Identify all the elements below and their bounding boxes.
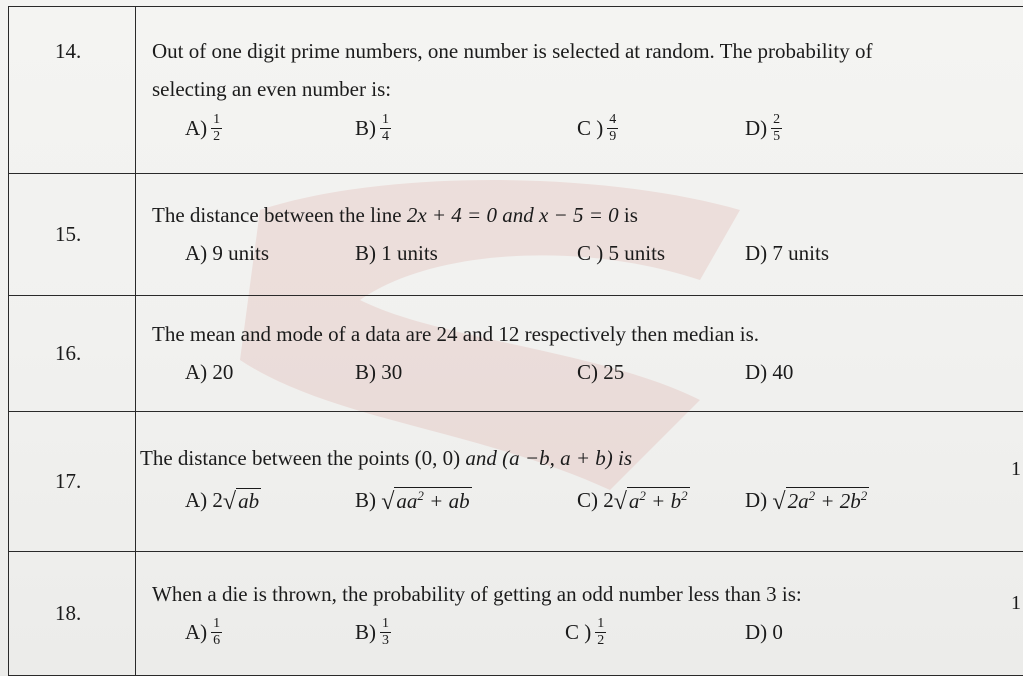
square-root: √ $aa^2$ + ab [381,487,471,514]
fraction: $\frac{4}{9}$ [607,113,618,144]
options-row [152,613,1023,653]
square-root: √ $2a^2 + 2b^2$ [772,487,869,514]
question-text: Out of one digit prime numbers, one number is selected at random. The probability of [152,32,1023,70]
question-row-14 [9,7,1023,174]
question-text: The distance between the points (0, 0) and (a −b, a + b) is [140,439,1023,477]
question-text-line2: selecting an even number is: [152,70,1023,108]
question-number: 17. [9,412,136,552]
option-c[interactable]: C ) 5 units [577,234,665,274]
option-c[interactable]: C ) $\frac{1}{2}$ [565,613,606,653]
option-d[interactable]: D) 0 [745,613,783,653]
question-text: The mean and mode of a data are 24 and 12 respectively then median is. [152,315,1023,353]
question-row-15 [9,174,1023,296]
questions-table [8,6,1023,676]
edge-mark: 1 [1011,592,1021,615]
square-root: √ ab [223,488,261,514]
question-number: 15. [9,174,136,296]
option-d[interactable]: D) √ $2a^2 + 2b^2$ [745,477,869,525]
question-body [136,552,1023,676]
question-text: When a die is thrown, the probability of getting an odd number less than 3 is: [152,575,1023,613]
edge-mark: 1 [1011,458,1021,481]
option-d[interactable]: D) 40 [745,353,793,393]
option-c[interactable]: C) 25 [577,353,624,393]
question-body [136,174,1023,296]
option-a[interactable]: A) 2 √ ab [185,477,261,525]
option-c[interactable]: C ) $\frac{4}{9}$ [577,108,618,148]
fraction: $\frac{1}{4}$ [380,113,391,144]
fraction: $\frac{1}{3}$ [380,617,391,648]
question-number: 14. [9,7,136,174]
option-a[interactable]: A) $\frac{1}{6}$ [185,613,222,653]
fraction: $\frac{1}{2}$ [211,113,222,144]
fraction: $\frac{1}{2}$ [595,617,606,648]
options-row [140,477,1023,525]
option-b[interactable]: B) 1 units [355,234,438,274]
option-b[interactable]: B) 30 [355,353,402,393]
question-row-18 [9,552,1023,676]
question-number: 18. [9,552,136,676]
options-row [152,234,1023,274]
question-body [136,296,1023,412]
options-row [152,108,1023,148]
options-row [152,353,1023,393]
question-number: 16. [9,296,136,412]
option-d[interactable]: D) 7 units [745,234,829,274]
question-row-16 [9,296,1023,412]
question-text: The distance between the line 2x + 4 = 0 and x − 5 = 0 is [152,196,1023,234]
option-b[interactable]: B) $\frac{1}{3}$ [355,613,391,653]
option-c[interactable]: C) 2 √ $a^2 + b^2$ [577,477,690,525]
option-a[interactable]: A) 9 units [185,234,269,274]
option-a[interactable]: A) 20 [185,353,233,393]
option-a[interactable]: A) $\frac{1}{2}$ [185,108,222,148]
option-b[interactable]: B) $\frac{1}{4}$ [355,108,391,148]
option-b[interactable]: B) √ $aa^2$ + ab [355,477,472,525]
square-root: √ $a^2 + b^2$ [614,487,690,514]
fraction: $\frac{2}{5}$ [771,113,782,144]
question-body [136,412,1023,552]
option-d[interactable]: D) $\frac{2}{5}$ [745,108,782,148]
question-row-17 [9,412,1023,552]
question-body [136,7,1023,174]
fraction: $\frac{1}{6}$ [211,617,222,648]
